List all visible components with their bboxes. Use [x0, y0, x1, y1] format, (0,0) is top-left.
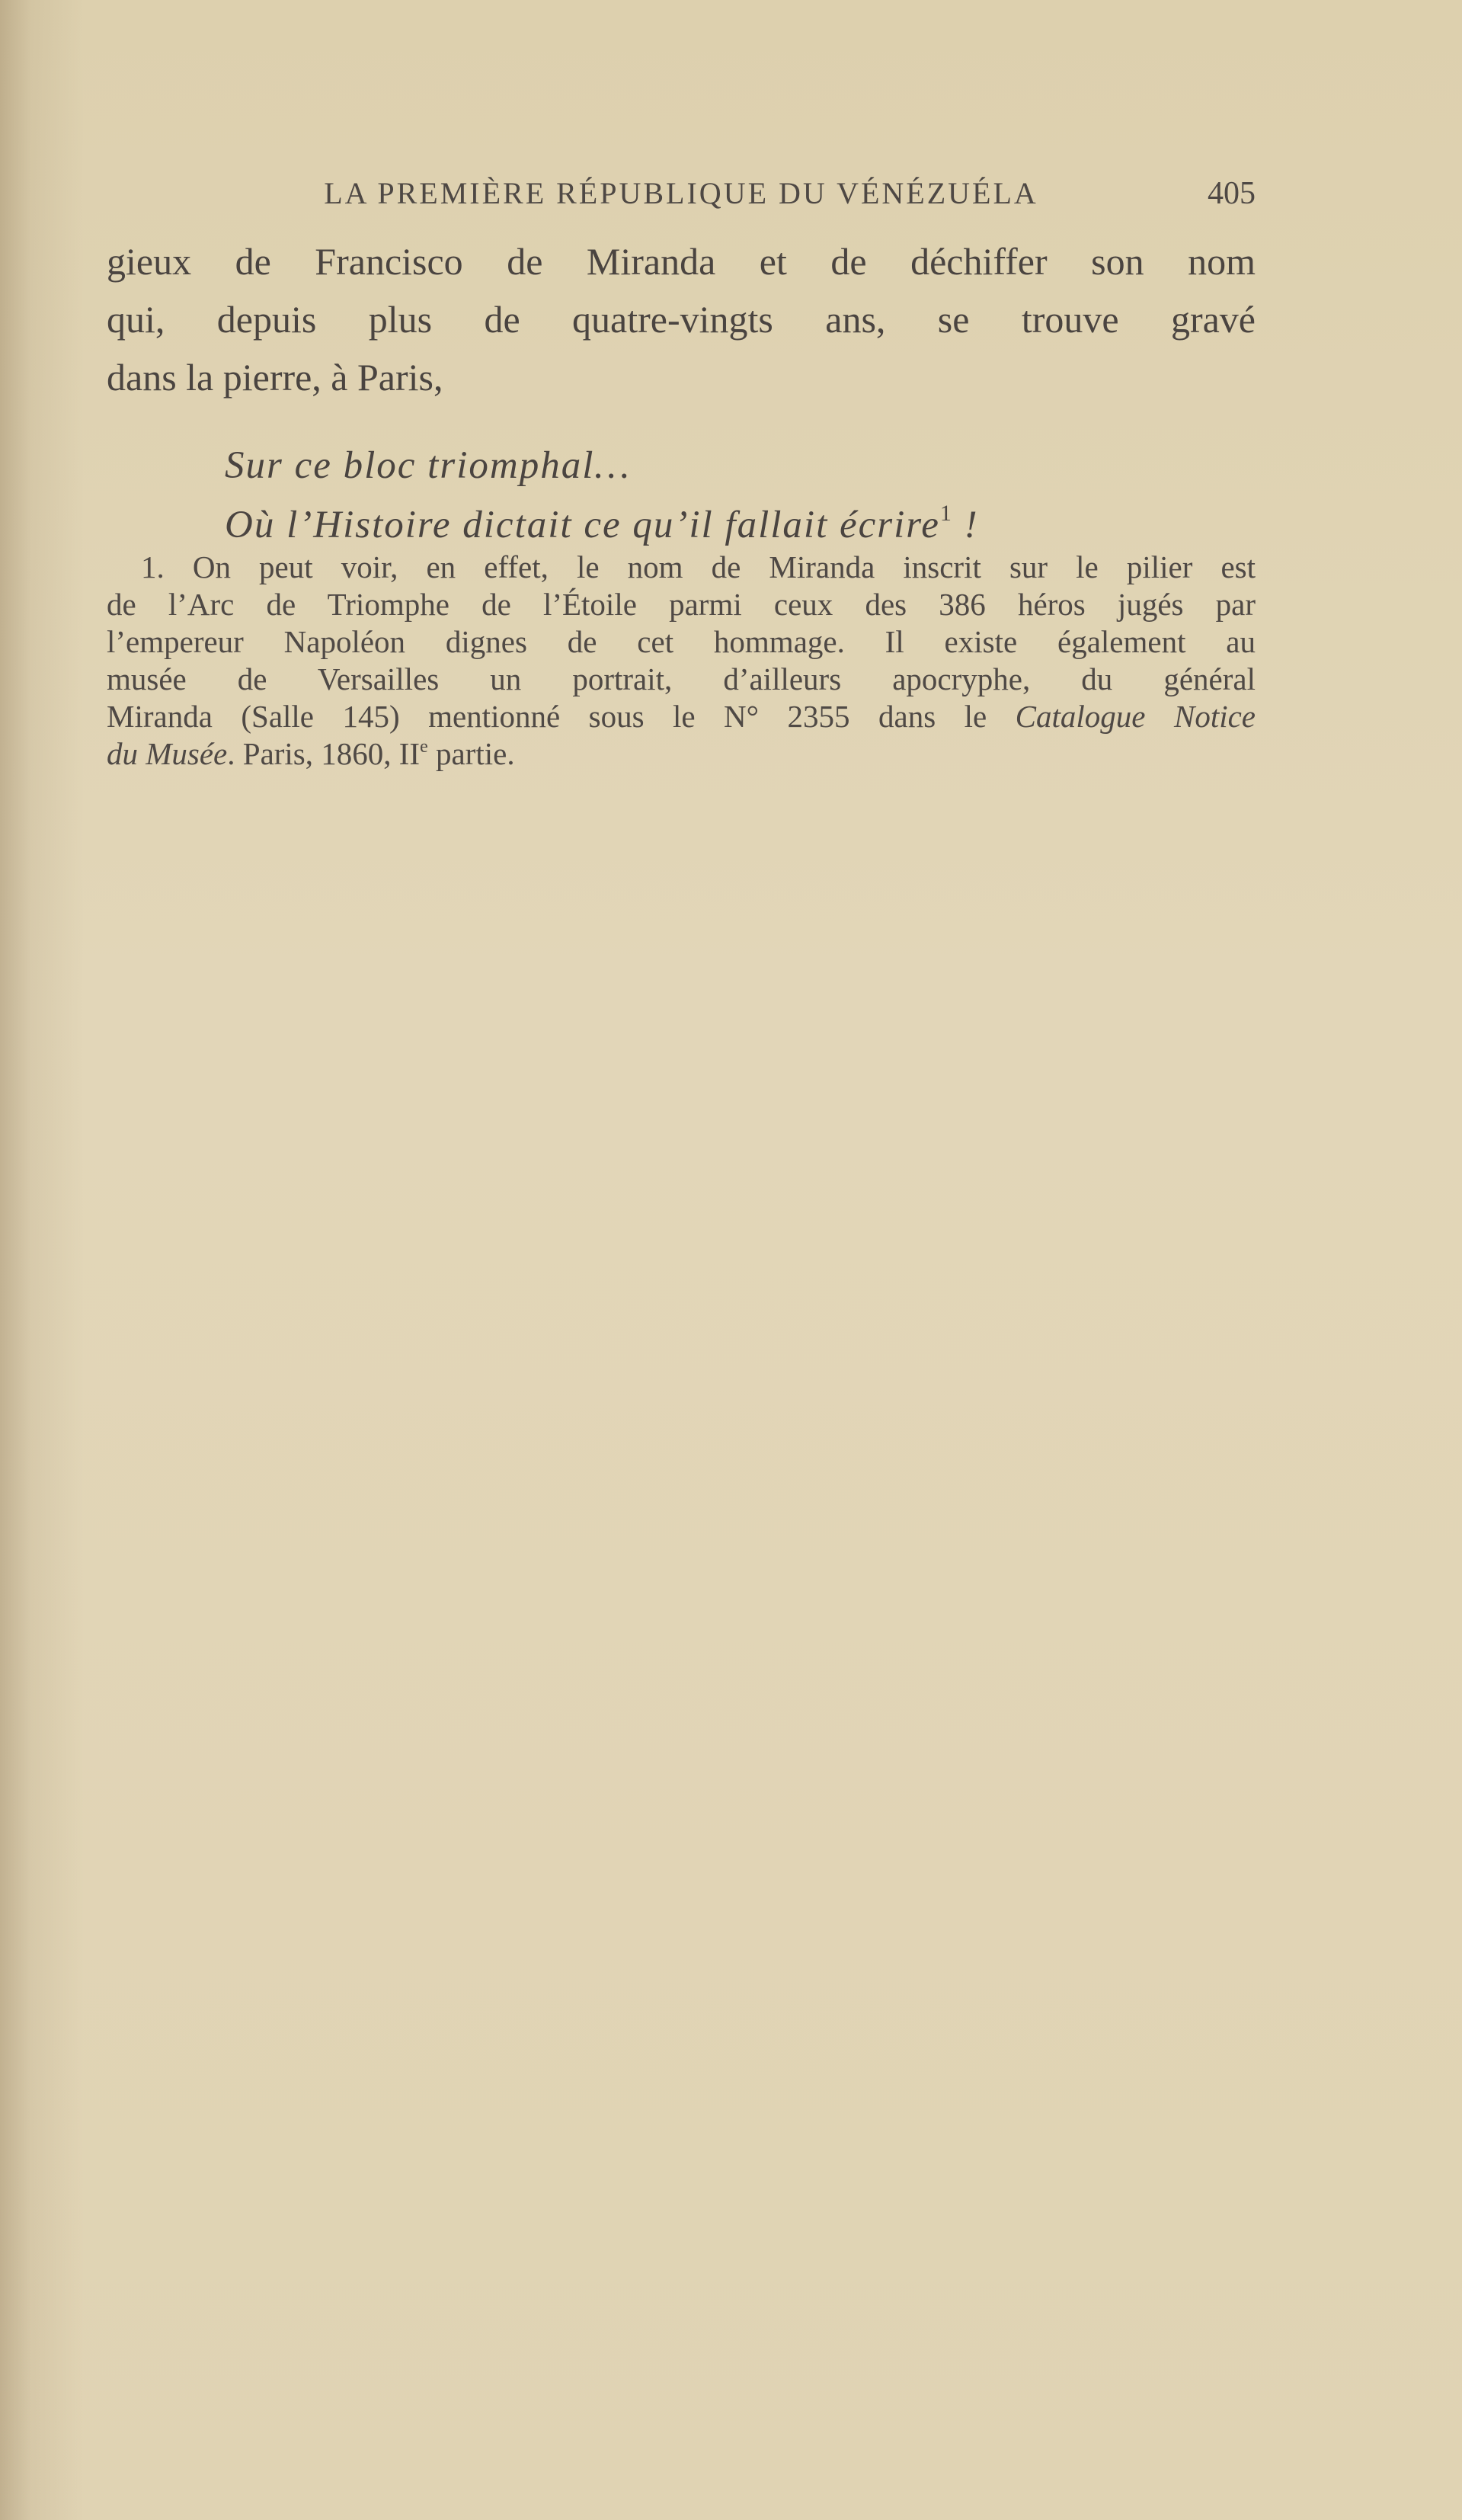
- footnote-line: musée de Versailles un portrait, d’ailleurs apocryphe, du général: [107, 661, 1256, 696]
- footnote-line: 1. On peut voir, en effet, le nom de Miranda inscrit sur le pilier est: [141, 549, 1256, 584]
- verse-line-text: Où l’Histoire dictait ce qu’il fallait écrire: [225, 504, 940, 546]
- footnote-text: . Paris, 1860, II: [227, 736, 421, 771]
- verse-line-end: !: [952, 504, 979, 546]
- footnote-line: [107, 698, 1256, 735]
- ordinal-suffix: e: [420, 737, 428, 757]
- footnote-text: partie.: [427, 736, 515, 771]
- verse-quotation: [225, 436, 979, 555]
- footnote-line: [107, 735, 1256, 773]
- footnote: [107, 549, 1256, 773]
- body-line: gieux de Francisco de Miranda et de déchiffer son nom: [107, 240, 1256, 283]
- running-head: [107, 175, 1256, 221]
- verse-line: Sur ce bloc triomphal…: [225, 444, 631, 487]
- body-line: qui, depuis plus de quatre-vingts ans, se trouve gravé: [107, 298, 1256, 341]
- catalogue-title-end: du Musée: [107, 736, 228, 771]
- footnote-line: de l’Arc de Triomphe de l’Étoile parmi ceux des 386 héros jugés par: [107, 587, 1256, 622]
- footnote-line: l’empereur Napoléon dignes de cet hommage. Il existe également au: [107, 624, 1256, 659]
- page-number: 405: [1208, 176, 1256, 211]
- footnote-reference[interactable]: 1: [939, 501, 953, 526]
- body-line: dans la pierre, à Paris,: [107, 356, 443, 399]
- catalogue-title: Catalogue Notice: [1015, 699, 1256, 734]
- running-title: LA PREMIÈRE RÉPUBLIQUE DU VÉNÉZUÉLA: [324, 176, 1038, 210]
- footnote-text: Miranda (Salle 145) mentionné sous le N° 2355 dans le: [107, 699, 1016, 734]
- body-paragraph: [107, 232, 1256, 406]
- verse-line: [225, 495, 979, 555]
